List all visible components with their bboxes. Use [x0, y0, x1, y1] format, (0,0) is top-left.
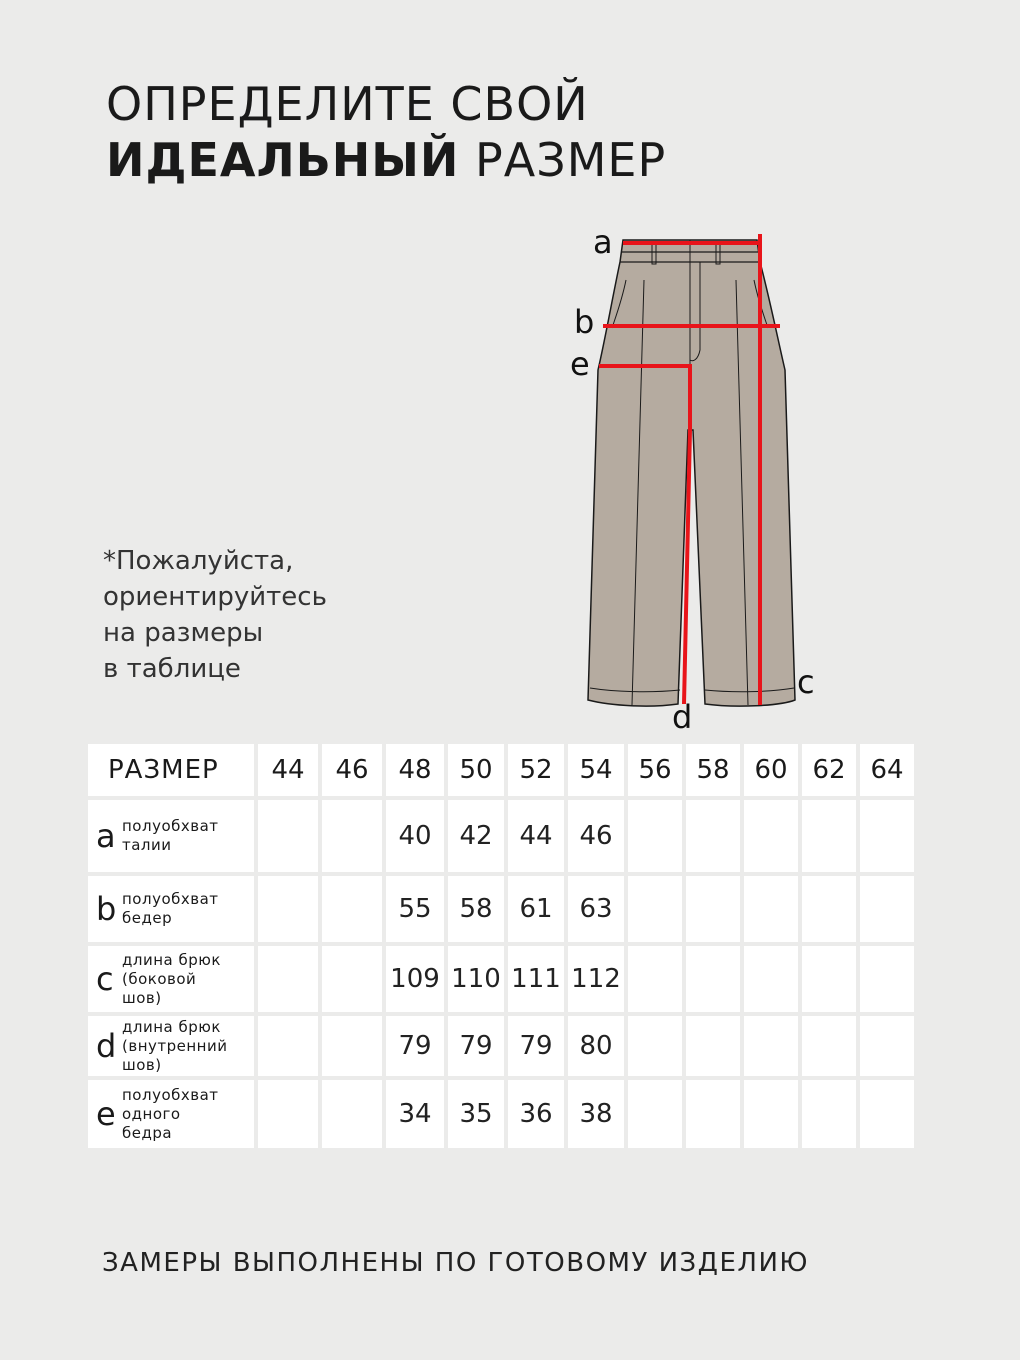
- measurement-cell: [802, 1080, 856, 1148]
- measurement-cell: 55: [386, 876, 444, 942]
- measurement-cell: [860, 1016, 914, 1076]
- size-header-cell: 60: [744, 744, 798, 796]
- trousers-diagram: [560, 220, 830, 740]
- measurement-cell: [628, 1016, 682, 1076]
- measurement-cell: [258, 876, 318, 942]
- measurement-cell: [686, 876, 740, 942]
- measurement-cell: 58: [448, 876, 504, 942]
- size-header-cell: 54: [568, 744, 624, 796]
- measurement-cell: [860, 1080, 914, 1148]
- measurement-cell: 79: [448, 1016, 504, 1076]
- size-header-cell: 50: [448, 744, 504, 796]
- label-a: a: [593, 223, 613, 261]
- label-b: b: [574, 303, 595, 341]
- label-c: c: [797, 663, 815, 701]
- header-label: РАЗМЕР: [108, 755, 219, 785]
- size-header-cell: 48: [386, 744, 444, 796]
- measurement-cell: 46: [568, 800, 624, 872]
- row-description: длина брюк (внутренний шов): [122, 1017, 228, 1074]
- measurement-cell: [258, 1080, 318, 1148]
- title-line-1: ОПРЕДЕЛИТЕ СВОЙ: [106, 77, 589, 131]
- size-note: *Пожалуйста, ориентируйтесь на размеры в таблице: [103, 546, 327, 684]
- row-description: длина брюк (боковой шов): [122, 950, 221, 1007]
- measurement-cell: [802, 1016, 856, 1076]
- measurement-cell: [744, 946, 798, 1012]
- table-row: [88, 876, 914, 942]
- measurement-cell: [802, 876, 856, 942]
- measurement-cell: [258, 946, 318, 1012]
- row-letter: b: [96, 890, 117, 928]
- title-bold-word: ИДЕАЛЬНЫЙ: [106, 133, 460, 187]
- label-d: d: [672, 698, 693, 736]
- size-header-cell: 56: [628, 744, 682, 796]
- measurement-cell: [686, 1016, 740, 1076]
- measurement-cell: 44: [508, 800, 564, 872]
- measurement-cell: 36: [508, 1080, 564, 1148]
- row-letter: d: [96, 1027, 117, 1065]
- table-row: [88, 946, 914, 1012]
- size-header-cell: 44: [258, 744, 318, 796]
- measurement-cell: 109: [386, 946, 444, 1012]
- measurement-cell: [322, 1080, 382, 1148]
- row-letter: c: [96, 960, 114, 998]
- measurement-cell: [744, 1080, 798, 1148]
- measurement-cell: [686, 946, 740, 1012]
- size-header-cell: 64: [860, 744, 914, 796]
- measurement-cell: [744, 876, 798, 942]
- footer-note: ЗАМЕРЫ ВЫПОЛНЕНЫ ПО ГОТОВОМУ ИЗДЕЛИЮ: [102, 1248, 809, 1278]
- measurement-cell: 38: [568, 1080, 624, 1148]
- measurement-cell: [860, 800, 914, 872]
- row-label-cell: [88, 876, 254, 942]
- measurement-cell: [860, 876, 914, 942]
- label-e: e: [570, 345, 590, 383]
- trousers-shape: [588, 240, 795, 706]
- measurement-cell: [322, 1016, 382, 1076]
- row-letter: a: [96, 817, 116, 855]
- measurement-cell: [258, 800, 318, 872]
- title-line-2: [106, 132, 666, 188]
- measurement-cell: [628, 1080, 682, 1148]
- measurement-cell: 110: [448, 946, 504, 1012]
- row-label-cell: [88, 1016, 254, 1076]
- measurement-cell: 79: [508, 1016, 564, 1076]
- row-label-cell: [88, 800, 254, 872]
- row-letter: e: [96, 1095, 116, 1133]
- measurement-cell: [744, 1016, 798, 1076]
- measurement-cell: 40: [386, 800, 444, 872]
- page-title: [106, 76, 666, 188]
- row-description: полуобхват одного бедра: [122, 1085, 219, 1142]
- table-row: [88, 1016, 914, 1076]
- measurement-cell: [628, 946, 682, 1012]
- table-header-row: [88, 744, 914, 796]
- measurement-cell: 63: [568, 876, 624, 942]
- size-header-cell: 46: [322, 744, 382, 796]
- measurement-cell: [628, 876, 682, 942]
- header-label-cell: [88, 744, 254, 796]
- size-table: [84, 744, 918, 1148]
- title-rest: РАЗМЕР: [459, 133, 667, 187]
- measurement-cell: 35: [448, 1080, 504, 1148]
- size-header-cell: 52: [508, 744, 564, 796]
- measurement-cell: 34: [386, 1080, 444, 1148]
- size-header-cell: 58: [686, 744, 740, 796]
- table-row: [88, 800, 914, 872]
- measurement-cell: [258, 1016, 318, 1076]
- measurement-cell: [322, 800, 382, 872]
- measurement-cell: [322, 876, 382, 942]
- measurement-cell: [686, 800, 740, 872]
- row-label-cell: [88, 1080, 254, 1148]
- measurement-cell: [802, 946, 856, 1012]
- measurement-cell: 42: [448, 800, 504, 872]
- measurement-cell: [744, 800, 798, 872]
- measurement-cell: 80: [568, 1016, 624, 1076]
- row-description: полуобхват бедер: [122, 890, 219, 927]
- measurement-cell: [860, 946, 914, 1012]
- measurement-cell: [322, 946, 382, 1012]
- measurement-cell: 112: [568, 946, 624, 1012]
- measurement-cell: 111: [508, 946, 564, 1012]
- measurement-cell: 61: [508, 876, 564, 942]
- measurement-cell: 79: [386, 1016, 444, 1076]
- measurement-cell: [686, 1080, 740, 1148]
- trousers-illustration: [560, 220, 830, 740]
- row-description: полуобхват талии: [122, 817, 219, 854]
- size-header-cell: 62: [802, 744, 856, 796]
- measurement-cell: [628, 800, 682, 872]
- measurement-cell: [802, 800, 856, 872]
- row-label-cell: [88, 946, 254, 1012]
- table-row: [88, 1080, 914, 1148]
